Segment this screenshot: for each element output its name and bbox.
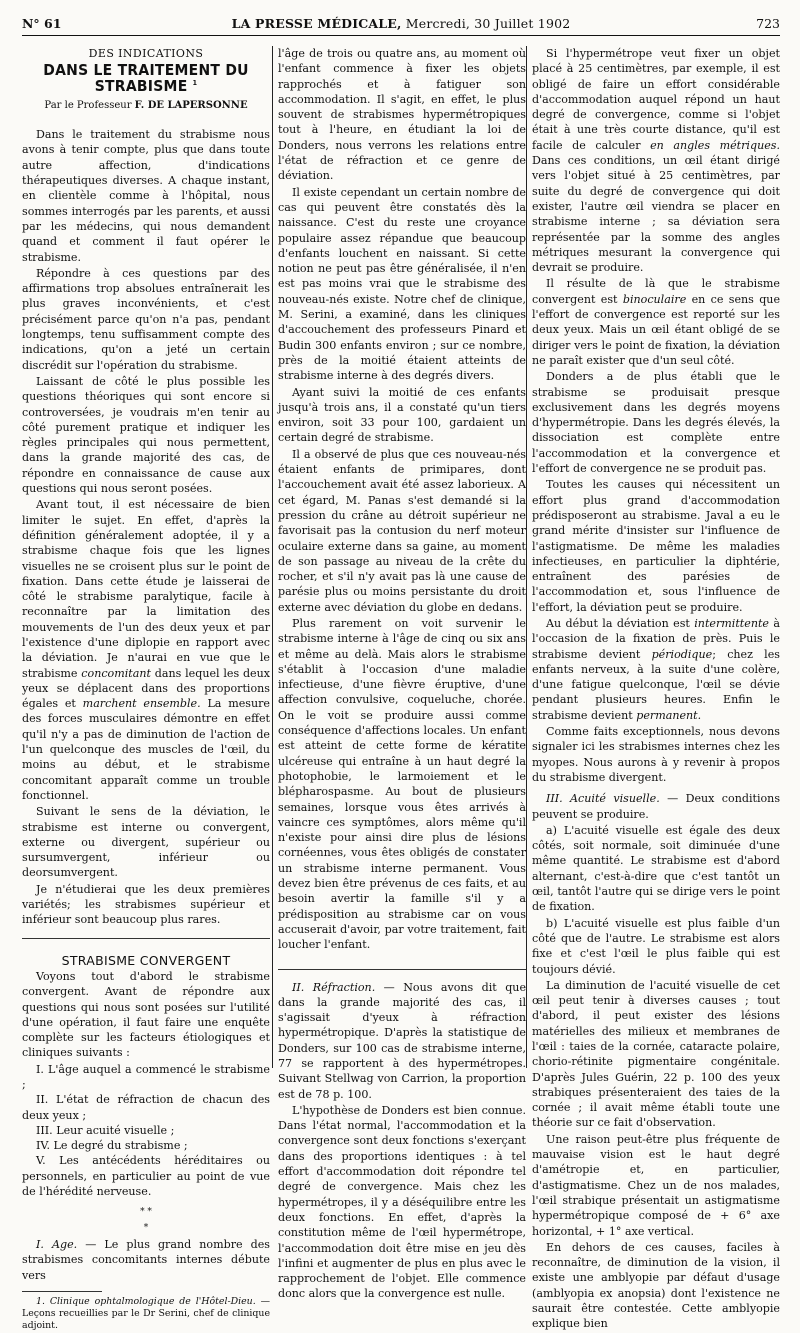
running-title [22, 16, 780, 31]
paragraph: I. Age. — Le plus grand nombre des strabismes concomitants internes débute vers [22, 1237, 271, 1282]
paragraph: a) L'acuité visuelle est égale des deux côtés, soit normale, soit diminuée d'une même quantité. Le strabisme est d'abord alternant, c'est-à-dire que c'est tantôt un œil, tantôt l'autre qui se dirige vers le point de fixation. [532, 823, 780, 914]
paragraph: Avant tout, il est nécessaire de bien limiter le sujet. En effet, d'après la définition généralement adoptée, il y a strabisme chaque fois que les lignes visuelles ne se croisent plus sur le point de fixation. Dans cette étude je laisserai de côté le strabisme paralytique, facile à reconnaître par la limitation des mouvements de l'un des deux yeux et par l'existence d'une diplopie en rapport avec la déviation. Je n'aurai en vue que le strabisme concomitant dans lequel les deux yeux se déplacent dans des proportions égales et marchent ensemble. La mesure des forces musculaires démontre en effet qu'il n'y a pas de diminution de l'action de l'un quelconque des muscles de l'œil, du moins au début, et le strabisme concomitant apparaît comme un trouble fonctionnel. [22, 498, 271, 802]
section-stars: * * * [140, 1207, 152, 1233]
article-kicker: DES INDICATIONS [88, 47, 204, 60]
paragraph: Plus rarement on voit survenir le strabisme interne à l'âge de cinq ou six ans et même au delà. Mais alors le strabisme s'établit à l'occasion d'une maladie infectieuse, d'une fièvre éruptive, d'une affection convulsive, coqueluche, chorée. On le voit se produire aussi comme conséquence d'affections locales. Un enfant est atteint de cette forme de kératite ulcéreuse qui entraîne à un haut degré la photophobie, le larmoiement et le blépharospasme. Au bout de plusieurs semaines, lorsque vous êtes arrivés à vaincre ces symptômes, alors même qu'il n'existe pour ainsi dire plus de lésions cornéennes, vous êtes obligés de constater un strabisme interne permanent. Vous devez bien être prévenus de ces faits, et au besoin avertir la famille s'il y a prédisposition au strabisme car on vous accuserait d'avoir, par votre traitement, fait loucher l'enfant. [278, 616, 526, 952]
section-rule [22, 938, 270, 939]
paragraph: Comme faits exceptionnels, nous devons signaler ici les strabismes internes chez les myopes. Nous aurons à y revenir à propos du strabisme divergent. [532, 725, 780, 784]
title-footnote-ref: 1 [192, 78, 198, 87]
footnote-rule [22, 1291, 102, 1292]
issue-number: N° 61 [22, 16, 62, 31]
paragraph: Il a observé de plus que ces nouveau-nés étaient enfants de primipares, dont l'accouchement avait été assez laborieux. A cet égard, M. Panas s'est demandé si la pression du crâne au détroit supérieur ne favorisait pas la contusion du nerf moteur oculaire externe dans sa gaine, au moment de son passage au niveau de la crête du rocher, et s'il n'y avait pas là une cause de parésie plus ou moins persistante du droit externe avec déviation du globe en dedans. [278, 447, 526, 614]
page-header [22, 16, 780, 36]
paragraph: Une raison peut-être plus fréquente de mauvaise vision est le haut degré d'amétropie et, en particulier, d'astigmatisme. Chez un de nos malades, l'œil strabique présentait un astigmatisme hypermétropique composé de + 6° axe horizontal, + 1° axe vertical. [532, 1132, 780, 1238]
paragraph: III. Acuité visuelle. — Deux conditions peuvent se produire. [532, 792, 781, 821]
issue-date: Mercredi, 30 Juillet 1902 [405, 16, 571, 31]
paragraph: l'âge de trois ou quatre ans, au moment où l'enfant commence à fixer les objets rapprochés et à fatiguer son accommodation. Il s'agit, en effet, le plus souvent de strabismes hypermétropiques tout à l'heure, en étudiant la loi de Donders, nous verrons les relations entre l'état de réfraction et ce genre de déviation. [278, 47, 526, 183]
list-item: IV. Le degré du strabisme ; [36, 1139, 188, 1153]
paragraph: Il existe cependant un certain nombre de cas qui peuvent être constatés dès la naissance. C'est du reste une croyance populaire assez répandue que beaucoup d'enfants louchent en naissant. Si cette notion ne peut pas être généralisée, il n'en est pas moins vrai que le strabisme des nouveau-nés existe. Notre chef de clinique, M. Serini, a examiné, dans les cliniques d'accouchement des professeurs Pinard et Budin 300 enfants environ ; sur ce nombre, près de la moitié étaient atteints de strabisme interne à des degrés divers. [278, 185, 526, 383]
column-1 [22, 46, 270, 1333]
paragraph: Je n'étudierai que les deux premières variétés; les strabismes supérieur et inférieur sont beaucoup plus rares. [22, 882, 270, 927]
list-item: I. L'âge auquel a commencé le strabisme ; [22, 1062, 270, 1091]
column-2 [278, 46, 526, 1303]
paragraph: Donders a de plus établi que le strabisme se produisait presque exclusivement dans les degrés moyens d'hypermétropie. Dans les degrés élevés, la dissociation est complète entre l'accommodation et la convergence et l'effort de convergence ne se produit pas. [532, 370, 780, 476]
list-item: III. Leur acuité visuelle ; [36, 1123, 175, 1137]
paragraph: En dehors de ces causes, faciles à reconnaître, de diminution de la vision, il existe une amblyopie par défaut d'usage (amblyopia ex anopsia) dont l'existence ne saurait être contestée. Cette amblyopie explique bien [532, 1240, 780, 1331]
paragraph: Il résulte de là que le strabisme convergent est binoculaire en ce sens que l'effort de convergence est reporté sur les deux yeux. Mais un œil étant obligé de se diriger vers le point de fixation, la déviation ne paraît exister que d'un seul côté. [532, 277, 781, 367]
article-title: DANS LE TRAITEMENT DU STRABISME $^1$ [43, 61, 249, 95]
paragraph: b) L'acuité visuelle est plus faible d'un côté que de l'autre. Le strabisme est alors fixe et c'est l'œil le plus faible qui est toujours dévié. [532, 916, 780, 976]
paragraph: Si l'hypermétrope veut fixer un objet placé à 25 centimètres, par exemple, il est obligé de faire un effort considérable d'accommodation auquel répond un haut degré de convergence, comme si l'objet était à une très courte distance, qu'il est facile de calculer en angles métriques. Dans ces conditions, un œil étant dirigé vers l'objet situé à 25 centimètres, par suite du degré de convergence qui doit exister, l'autre œil viendra se placer en strabisme interne ; sa déviation sera représentée par la somme des angles métriques mesurant la convergence qui devrait se produire. [532, 47, 781, 275]
footnote: 1. Clinique ophtalmologique de l'Hôtel-Dieu. — Leçons recueillies par le Dr Serini, chef de clinique adjoint. [22, 1295, 271, 1331]
column-rule [526, 46, 527, 1068]
paragraph: Répondre à ces questions par des affirmations trop absolues entraînerait les plus graves inconvénients, et c'est précisément parce qu'on n'a pas, pendant longtemps, tenu suffisamment compte des indications, qu'on a jeté un certain discrédit sur l'opération du strabisme. [22, 266, 270, 372]
column-rule [272, 46, 273, 1068]
journal-name: LA PRESSE MÉDICALE, [231, 16, 402, 31]
paragraph: Voyons tout d'abord le strabisme convergent. Avant de répondre aux questions qui nous sont posées sur l'utilité d'une opération, il faut faire une enquête complète sur les facteurs étiologiques et cliniques suivants : [22, 969, 270, 1060]
section-heading: STRABISME CONVERGENT [61, 952, 231, 968]
column-3 [532, 46, 780, 1333]
paragraph: Toutes les causes qui nécessitent un effort plus grand d'accommodation prédisposeront au strabisme. Javal a eu le grand mérite d'insister sur l'influence de l'astigmatisme. De même les maladies infectieuses, en particulier la diphtérie, entraînent des parésies de l'accommodation et, sous l'influence de l'effort, la déviation peut se produire. [532, 478, 780, 614]
page-number: 723 [756, 16, 780, 31]
paragraph: Ayant suivi la moitié de ces enfants jusqu'à trois ans, il a constaté qu'un tiers environ, soit 33 pour 100, gardaient un certain degré de strabisme. [278, 385, 526, 445]
paragraph: Au début la déviation est intermittente à l'occasion de la fixation de près. Puis le strabisme devient périodique; chez les enfants nerveux, à la suite d'une colère, d'une fatigue quelconque, l'œil se dévie pendant plusieurs heures. Enfin le strabisme devient permanent. [532, 616, 781, 722]
list-item: V. Les antécédents héréditaires ou personnels, en particulier au point de vue de l'hérédité nerveuse. [22, 1154, 270, 1199]
paragraph: Suivant le sens de la déviation, le strabisme est interne ou convergent, externe ou divergent, supérieur ou sursumvergent, inférieur ou deorsumvergent. [22, 805, 270, 880]
paragraph: L'hypothèse de Donders est bien connue. Dans l'état normal, l'accommodation et la convergence sont deux fonctions s'exerçant dans des proportions identiques : à tel effort d'accommodation doit répondre tel degré de convergence. Mais chez les hypermétropes, il y a déséquilibre entre les deux fonctions. En effet, d'après la constitution même de l'œil hypermétrope, l'accommodation doit être mise en jeu dès l'infini et augmenter de plus en plus avec le rapprochement de l'objet. Elle commence donc alors que la convergence est nulle. [278, 1103, 526, 1301]
paragraph: II. Réfraction. — Nous avons dit que dans la grande majorité des cas, il s'agissait d'yeux à réfraction hypermétropique. D'après la statistique de Donders, sur 100 cas de strabisme interne, 77 se rapportent à des hypermétropes. Suivant Stellwag von Carrion, la proportion est de 78 p. 100. [278, 980, 527, 1101]
paragraph: Dans le traitement du strabisme nous avons à tenir compte, plus que dans toute autre affection, d'indications thérapeutiques diverses. A chaque instant, en clientèle comme à l'hôpital, nous sommes interrogés par les parents, et aussi par les médecins, qui nous demandent quand et comment il faut opérer le strabisme. [22, 128, 270, 264]
section-rule [278, 969, 526, 970]
list-item: II. L'état de réfraction de chacun des deux yeux ; [22, 1093, 270, 1122]
paragraph: Laissant de côté le plus possible les questions théoriques qui sont encore si controversées, je voudrais m'en tenir au côté purement pratique et indiquer les règles principales qui nous permettent, dans la grande majorité des cas, de répondre en connaissance de cause aux questions qui nous seront posées. [22, 374, 270, 496]
paragraph: La diminution de l'acuité visuelle de cet œil peut tenir à diverses causes ; tout d'abord, il peut exister des lésions matérielles des milieux et membranes de l'œil : taies de la cornée, cataracte polaire, chorio-rétinite pigmentaire congénitale. D'après Jules Guérin, 22 p. 100 des yeux strabiques présenteraient des taies de la cornée ; il avait même établi toute une théorie sur ce fait d'observation. [532, 978, 780, 1130]
article-author: Par le Professeur F. DE LAPERSONNE [44, 99, 248, 111]
